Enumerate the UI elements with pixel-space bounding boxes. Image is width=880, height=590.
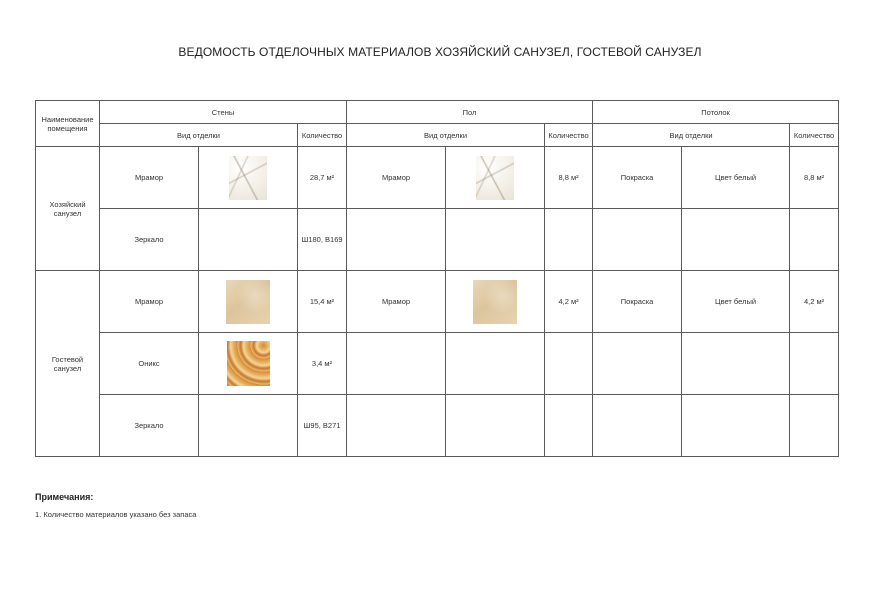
ceiling-material: Покраска	[593, 271, 682, 333]
wall-quantity: Ш95, В271	[298, 395, 347, 457]
header-row-groups	[36, 101, 839, 124]
empty-cell	[682, 395, 790, 457]
empty-cell	[199, 209, 298, 271]
empty-cell	[545, 395, 593, 457]
header-walls-qty: Количество	[298, 124, 347, 147]
wall-material: Мрамор	[100, 147, 199, 209]
document-title: ВЕДОМОСТЬ ОТДЕЛОЧНЫХ МАТЕРИАЛОВ ХОЗЯЙСКИЙ САНУЗЕЛ, ГОСТЕВОЙ САНУЗЕЛ	[178, 45, 702, 59]
empty-cell	[790, 333, 839, 395]
table-row	[36, 147, 839, 209]
empty-cell	[347, 333, 446, 395]
wall-material: Зеркало	[100, 395, 199, 457]
ceiling-color: Цвет белый	[682, 147, 790, 209]
ceiling-color: Цвет белый	[682, 271, 790, 333]
empty-cell	[446, 395, 545, 457]
empty-cell	[347, 209, 446, 271]
empty-cell	[682, 333, 790, 395]
notes-title: Примечания:	[35, 492, 94, 502]
header-ceiling-qty: Количество	[790, 124, 839, 147]
beige-marble-swatch	[226, 280, 270, 324]
wall-swatch-cell	[199, 333, 298, 395]
floor-material: Мрамор	[347, 271, 446, 333]
empty-cell	[790, 209, 839, 271]
wall-swatch-cell	[199, 147, 298, 209]
onyx-swatch	[227, 341, 270, 386]
header-row-sub	[36, 124, 839, 147]
materials-table	[35, 100, 839, 457]
empty-cell	[199, 395, 298, 457]
header-floor: Пол	[347, 101, 593, 124]
header-ceiling: Потолок	[593, 101, 839, 124]
table-row	[36, 395, 839, 457]
empty-cell	[593, 395, 682, 457]
floor-quantity: 4,2 м²	[545, 271, 593, 333]
empty-cell	[545, 333, 593, 395]
header-ceiling-finish: Вид отделки	[593, 124, 790, 147]
header-walls-finish: Вид отделки	[100, 124, 298, 147]
table-row	[36, 271, 839, 333]
header-floor-qty: Количество	[545, 124, 593, 147]
wall-quantity: Ш180, В169	[298, 209, 347, 271]
floor-material: Мрамор	[347, 147, 446, 209]
empty-cell	[593, 333, 682, 395]
empty-cell	[347, 395, 446, 457]
floor-quantity: 8,8 м²	[545, 147, 593, 209]
wall-material: Мрамор	[100, 271, 199, 333]
ceiling-quantity: 4,2 м²	[790, 271, 839, 333]
ceiling-material: Покраска	[593, 147, 682, 209]
empty-cell	[545, 209, 593, 271]
wall-quantity: 28,7 м²	[298, 147, 347, 209]
white-marble-swatch	[229, 156, 267, 200]
header-walls: Стены	[100, 101, 347, 124]
wall-material: Зеркало	[100, 209, 199, 271]
note-item: 1. Количество материалов указано без запаса	[35, 510, 197, 519]
header-floor-finish: Вид отделки	[347, 124, 545, 147]
floor-swatch-cell	[446, 271, 545, 333]
empty-cell	[682, 209, 790, 271]
room-name: Гостевой санузел	[36, 271, 100, 457]
table-row	[36, 333, 839, 395]
empty-cell	[446, 209, 545, 271]
floor-swatch-cell	[446, 147, 545, 209]
white-marble-swatch	[476, 156, 514, 200]
wall-material: Оникс	[100, 333, 199, 395]
empty-cell	[790, 395, 839, 457]
header-room: Наименование помещения	[36, 101, 100, 147]
room-name: Хозяйский санузел	[36, 147, 100, 271]
table-row	[36, 209, 839, 271]
wall-quantity: 15,4 м²	[298, 271, 347, 333]
beige-marble-swatch	[473, 280, 517, 324]
ceiling-quantity: 8,8 м²	[790, 147, 839, 209]
wall-quantity: 3,4 м²	[298, 333, 347, 395]
empty-cell	[593, 209, 682, 271]
wall-swatch-cell	[199, 271, 298, 333]
empty-cell	[446, 333, 545, 395]
